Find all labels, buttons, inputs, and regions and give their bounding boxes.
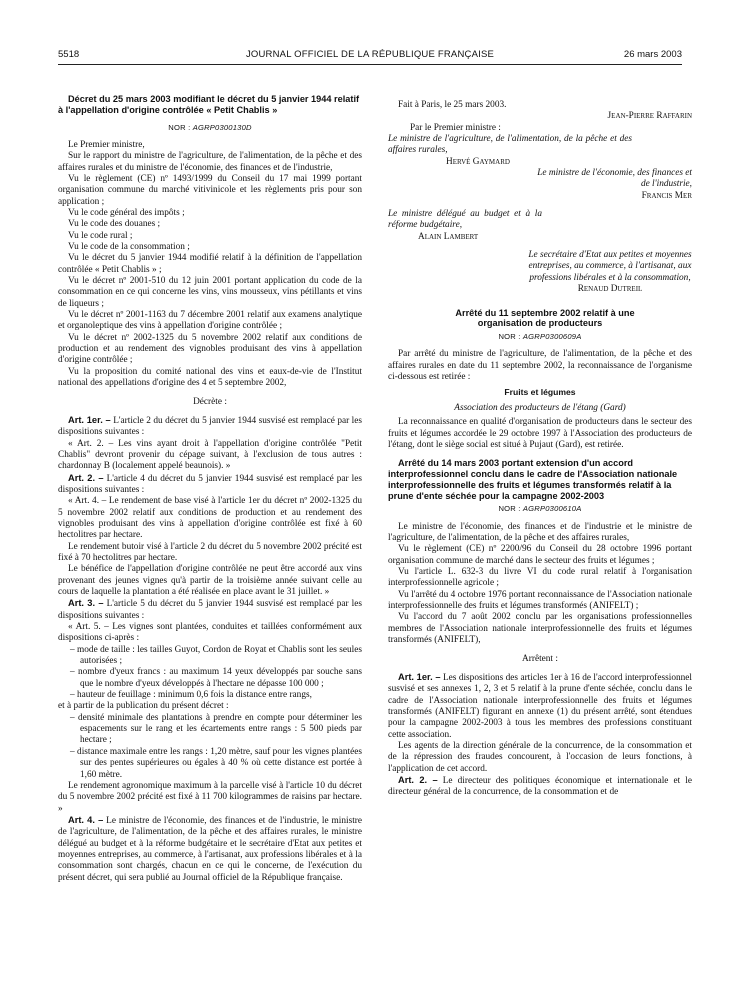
preamble-line: Vu le règlement (CE) nº 1493/1999 du Conseil du 17 mai 1999 portant organisation commune du marché vitivinicole et les règlements pris pour son application ; <box>58 173 362 207</box>
article-4-text: Le ministre de l'économie, des finances et de l'industrie, le ministre de l'agriculture, de l'alimentation, de la pêche et des affaires rurales, le ministre délégué au budget et à la réforme budgétaire et le secrétaire d'Etat aux petites et moyennes entreprises, au commerce, à l'artisanat, aux professions libérales et à la consommation sont chargés, chacun en ce qui le concerne, de l'exécution du présent décret, qui sera publié au Journal officiel de la République française. <box>58 815 362 883</box>
list-item: – nombre d'yeux francs : au maximum 14 yeux développés par souche sans que le nombre d'yeux développés à l'hectare ne dépasse 100 000 ; <box>70 667 362 689</box>
arrete2-title: Arrêté du 14 mars 2003 portant extension d'un accord interprofessionnel conclu dans le cadre de l'Association nationale interprofessionnelle des fruits et légumes transformés relatif à la prune d'ente séchée pour la campagne 2002-2003 <box>388 458 678 501</box>
preamble-line: Vu le code rural ; <box>68 230 133 241</box>
article-1-quote: « Art. 2. – Les vins ayant droit à l'appellation d'origine contrôlée "Petit Chablis" devront provenir du cépage suivant, à l'exclusion de tous autres : chardonnay B (localement appelé beaunois). » <box>58 438 362 472</box>
right-column <box>388 100 692 799</box>
arretent-heading: Arrêtent : <box>522 653 558 664</box>
nor-code: AGRP0300130D <box>192 122 252 132</box>
article-1-label: Art. 1er. – <box>398 671 441 682</box>
decret-title: Décret du 25 mars 2003 modifiant le décret du 5 janvier 1944 relatif à l'appellation d'origine contrôlée « Petit Chablis » <box>58 94 360 115</box>
arrete2-article-1-para: Les agents de la direction générale de la concurrence, de la consommation et de la répression des fraudes concourent, à l'occasion de leurs fonctions, à l'application de cet accord. <box>388 740 692 774</box>
article-2-para: Le bénéfice de l'appellation d'origine contrôlée ne peut être accordé aux vins provenant des jeunes vignes qu'à partir de la troisième année suivant celle au cours de laquelle la plantation a été réalisée en place avant le 31 juillet. » <box>58 564 362 597</box>
signatory-role: Le ministre de l'économie, des finances et de l'industrie, <box>537 168 692 190</box>
nor-label: NOR : <box>498 332 521 342</box>
page-header <box>58 49 682 65</box>
issue-date: 26 mars 2003 <box>623 49 682 60</box>
article-2 <box>58 473 362 497</box>
left-column <box>58 94 362 884</box>
article-2-text: Le directeur des politiques économique et internationale et le directeur général de la concurrence, de la consommation et de <box>388 775 693 798</box>
preamble-line: Vu le décret nº 2001-1163 du 7 décembre 2001 relatif aux examens analytique et organoleptique des vins à appellation d'origine contrôlée ; <box>58 310 362 332</box>
arrete1-title: Arrêté du 11 septembre 2002 relatif à une organisation de producteurs <box>455 307 635 329</box>
article-1-text: L'article 2 du décret du 5 janvier 1944 susvisé est remplacé par les dispositions suivantes : <box>58 415 362 438</box>
signatory-role: Le ministre délégué au budget et à la réforme budgétaire, <box>388 209 542 231</box>
signatory-name: Renaud Dutreil <box>577 284 643 295</box>
list-item: – densité minimale des plantations à prendre en compte pour déterminer les espacements sur le rang et les écartements entre rangs : 5 500 pieds par hectare ; <box>70 712 362 746</box>
article-1 <box>58 415 362 439</box>
article-3-mid: et à partir de la publication du présent décret : <box>58 701 229 712</box>
journal-title: JOURNAL OFFICIEL DE LA RÉPUBLIQUE FRANÇAISE <box>245 49 495 60</box>
decret-nor <box>58 122 362 133</box>
article-2-para: Le rendement butoir visé à l'article 2 du décret du 5 novembre 2002 précité est fixé à 70 hectolitres par hectare. <box>58 541 362 563</box>
preamble-line: Vu le règlement (CE) nº 2200/96 du Conseil du 28 octobre 1996 portant organisation commune de marché dans le secteur des fruits et légumes ; <box>388 544 692 566</box>
list-item: – mode de taille : les tailles Guyot, Cordon de Royat et Chablis sont les seules autorisées ; <box>70 644 362 667</box>
arrete2-article-1 <box>388 672 692 741</box>
arrete2-article-2 <box>388 775 692 799</box>
nor-code: AGRP0300610A <box>522 504 582 514</box>
par-line: Par le Premier ministre : <box>410 122 501 133</box>
article-4-label: Art. 4. – <box>68 814 104 825</box>
signatory-role: Le secrétaire d'Etat aux petites et moyennes entreprises, au commerce, à l'artisanat, aux professions libérales et à la consommation, <box>528 250 692 283</box>
arrete2-nor <box>388 503 692 514</box>
preamble-line: Vu le code général des impôts ; <box>68 208 185 218</box>
nor-label: NOR : <box>498 504 521 514</box>
article-3-end: Le rendement agronomique maximum à la parcelle visé à l'article 10 du décret du 5 novembre 2002 précité est fixé à 11 700 kilogrammes de raisins par hectare. » <box>58 780 362 814</box>
preamble-line: Vu l'arrêté du 4 octobre 1976 portant reconnaissance de l'Association nationale interprofessionnelle des fruits et légumes transformés (ANIFELT) ; <box>388 589 692 612</box>
header-rule <box>58 64 682 65</box>
article-2-quote: « Art. 4. – Le rendement de base visé à l'article 1er du décret nº 2002-1325 du 5 novembre 2002 relatif aux conditions de production et au rendement des vignobles produisant des vins à appellation d'origine contrôlée est fixé à 60 hectolitres par hectare. <box>58 496 362 541</box>
done-line: Fait à Paris, le 25 mars 2003. <box>398 100 507 110</box>
article-2-label: Art. 2. – <box>68 472 104 483</box>
nor-code: AGRP0300609A <box>522 332 582 342</box>
decrete-heading: Décrète : <box>193 396 227 407</box>
preamble-line: Vu le code des douanes ; <box>68 219 161 230</box>
preamble-line: Vu le code de la consommation ; <box>68 242 190 253</box>
article-2-label: Art. 2. – <box>398 774 438 785</box>
preamble-line: Vu la proposition du comité national des vins et eaux-de-vie de l'Institut national des appellations d'origine des 4 et 5 septembre 2002, <box>58 366 362 389</box>
arrete1-nor <box>388 331 692 342</box>
preamble-line: Vu le décret du 5 janvier 1944 modifié relatif à la définition de l'appellation contrôlée « Petit Chablis » ; <box>58 253 362 275</box>
list-item: – hauteur de feuillage : minimum 0,6 fois la distance entre rangs, <box>70 690 312 701</box>
preamble-line: Vu l'accord du 7 août 2002 conclu par les organisations professionnelles membres de l'Association nationale interprofessionnelle des fruits et légumes transformés (ANIFELT), <box>388 612 692 646</box>
article-1-label: Art. 1er. – <box>68 414 111 425</box>
arrete1-org-text: La reconnaissance en qualité d'organisation de producteurs dans le secteur des fruits et légumes accordée le 29 octobre 1997 à l'Association des producteurs de l'étang, dont le siège social est situé à Pujaut (Gard), est retirée. <box>388 417 692 450</box>
preamble-line: Vu le décret nº 2001-510 du 12 juin 2001 portant application du code de la consommation en ce qui concerne les vins, vins mousseux, vins pétillants et vins de liqueurs ; <box>58 276 362 309</box>
article-3-text: L'article 5 du décret du 5 janvier 1944 susvisé est remplacé par les dispositions suivantes : <box>58 599 363 621</box>
list-item: – distance maximale entre les rangs : 1,20 mètre, sauf pour les vignes plantées sur des pentes supérieures ou égales à 40 % où cette distance est portée à 1,60 mètre. <box>70 746 362 780</box>
signatory-name: Hervé Gaymard <box>446 156 510 167</box>
preamble-line: Vu le décret nº 2002-1325 du 5 novembre 2002 relatif aux conditions de production et au rendement des vignobles produisant des vins à appellation d'origine contrôlée ; <box>58 332 362 366</box>
signatory-role: Le ministre de l'agriculture, de l'alimentation, de la pêche et des affaires rurales, <box>388 134 632 156</box>
preamble-line: Sur le rapport du ministre de l'agriculture, de l'alimentation, de la pêche et des affaires rurales et du ministre de l'économie, des finances et de l'industrie, <box>58 151 362 173</box>
article-3 <box>58 598 362 622</box>
signer-name: Jean-Pierre Raffarin <box>607 111 692 122</box>
preamble-line: Le Premier ministre, <box>68 139 145 150</box>
signatory-name: Alain Lambert <box>418 231 479 242</box>
article-3-quote: « Art. 5. – Les vignes sont plantées, conduites et taillées conformément aux dispositions ci-après : <box>58 622 362 644</box>
article-1-text: Les dispositions des articles 1er à 16 de l'accord interprofessionnel susvisé et ses annexes 1, 2, 3 et 5 relatif à la prune d'ente séchée, conclu dans le cadre de l'Association nationale interprofessionnelle des fruits et légumes transformés (ANIFELT) figurant en annexe (1) du présent arrêté, sont étendues pour la campagne 2002-2003 à tous les membres des professions constituant cette association. <box>388 672 692 740</box>
article-2-text: L'article 4 du décret du 5 janvier 1944 susvisé est remplacé par les dispositions suivantes : <box>58 473 363 495</box>
section-heading: Fruits et légumes <box>504 387 576 398</box>
signatory-name: Francis Mer <box>641 190 692 201</box>
nor-label: NOR : <box>168 122 191 132</box>
arrete1-text: Par arrêté du ministre de l'agriculture, de l'alimentation, de la pêche et des affaires rurales en date du 11 septembre 2002, la reconnaissance de l'organisme ci-dessous est retirée : <box>388 349 692 383</box>
article-3-label: Art. 3. – <box>68 598 104 609</box>
preamble-line: Vu l'article L. 632-3 du livre VI du code rural relatif à l'organisation interprofessionnelle agricole ; <box>388 567 692 589</box>
organisation-name: Association des producteurs de l'étang (Gard) <box>454 402 626 413</box>
article-4 <box>58 815 362 884</box>
page-number: 5518 <box>58 49 80 60</box>
preamble-line: Le ministre de l'économie, des finances et de l'industrie et le ministre de l'agriculture, de l'alimentation, de la pêche et des affaires rurales, <box>388 521 692 544</box>
